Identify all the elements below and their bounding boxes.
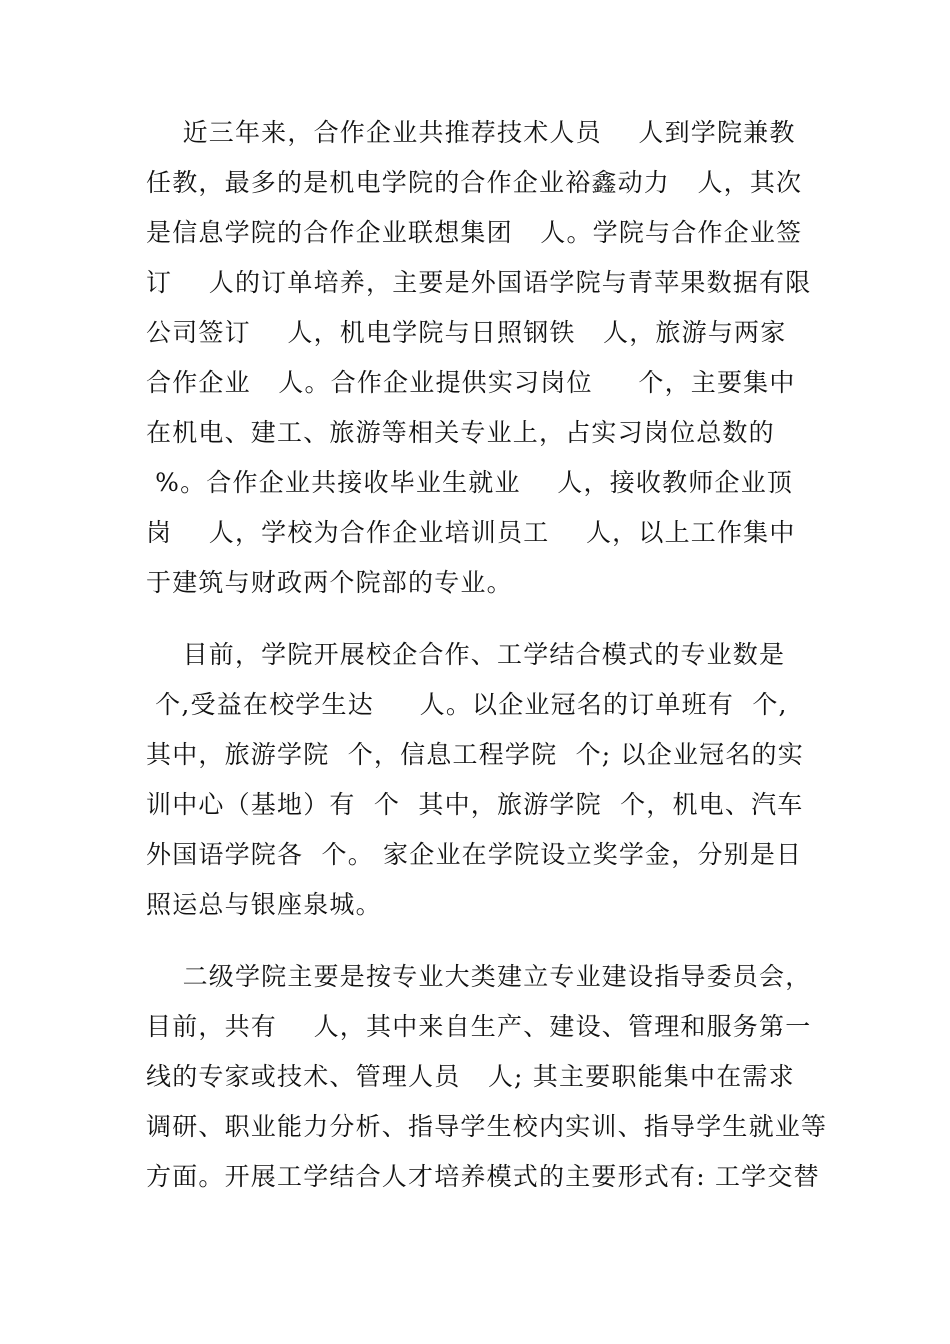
text-line: 外国语学院各 个。 家企业在学院设立奖学金，分别是日 [146,840,803,869]
text-line: 在机电、建工、旅游等相关专业上，占实习岗位总数的 [146,418,775,447]
text-line: 近三年来，合作企业共推荐技术人员 人到学院兼教 [146,118,796,147]
text-line: 线的专家或技术、管理人员 人; 其主要职能集中在需求 [146,1062,795,1091]
text-line: 照运总与银座泉城。 [146,890,382,919]
text-line: 二级学院主要是按专业大类建立专业建设指导委员会， [146,962,812,991]
text-line: 于建筑与财政两个院部的专业。 [146,568,513,597]
text-line: 其中，旅游学院 个，信息工程学院 个; 以企业冠名的实 [146,740,804,769]
text-line: %。合作企业共接收毕业生就业 人，接收教师企业顶 [146,468,794,497]
text-line: 是信息学院的合作企业联想集团 人。学院与合作企业签 [146,218,803,247]
text-line: 订 人的订单培养，主要是外国语学院与青苹果数据有限 [146,268,812,297]
text-line: 训中心（基地）有 个 其中，旅游学院 个，机电、汽车 [146,790,804,819]
text-line: 目前，学院开展校企合作、工学结合模式的专业数是 [146,640,786,669]
text-line: 任教，最多的是机电学院的合作企业裕鑫动力 人，其次 [146,168,803,197]
text-line: 岗 人，学校为合作企业培训员工 人，以上工作集中 [146,518,796,547]
text-line: 目前，共有 人，其中来自生产、建设、管理和服务第一 [146,1012,812,1041]
text-line: 个,受益在校学生达 人。以企业冠名的订单班有 个, [146,690,788,719]
text-line: 调研、职业能力分析、指导学生校内实训、指导学生就业等 [146,1112,828,1141]
text-line: 合作企业 人。合作企业提供实习岗位 个，主要集中 [146,368,796,397]
text-line: 方面。开展工学结合人才培养模式的主要形式有: 工学交替 [146,1162,820,1191]
text-line: 公司签订 人，机电学院与日照钢铁 人，旅游与两家 [146,318,787,347]
